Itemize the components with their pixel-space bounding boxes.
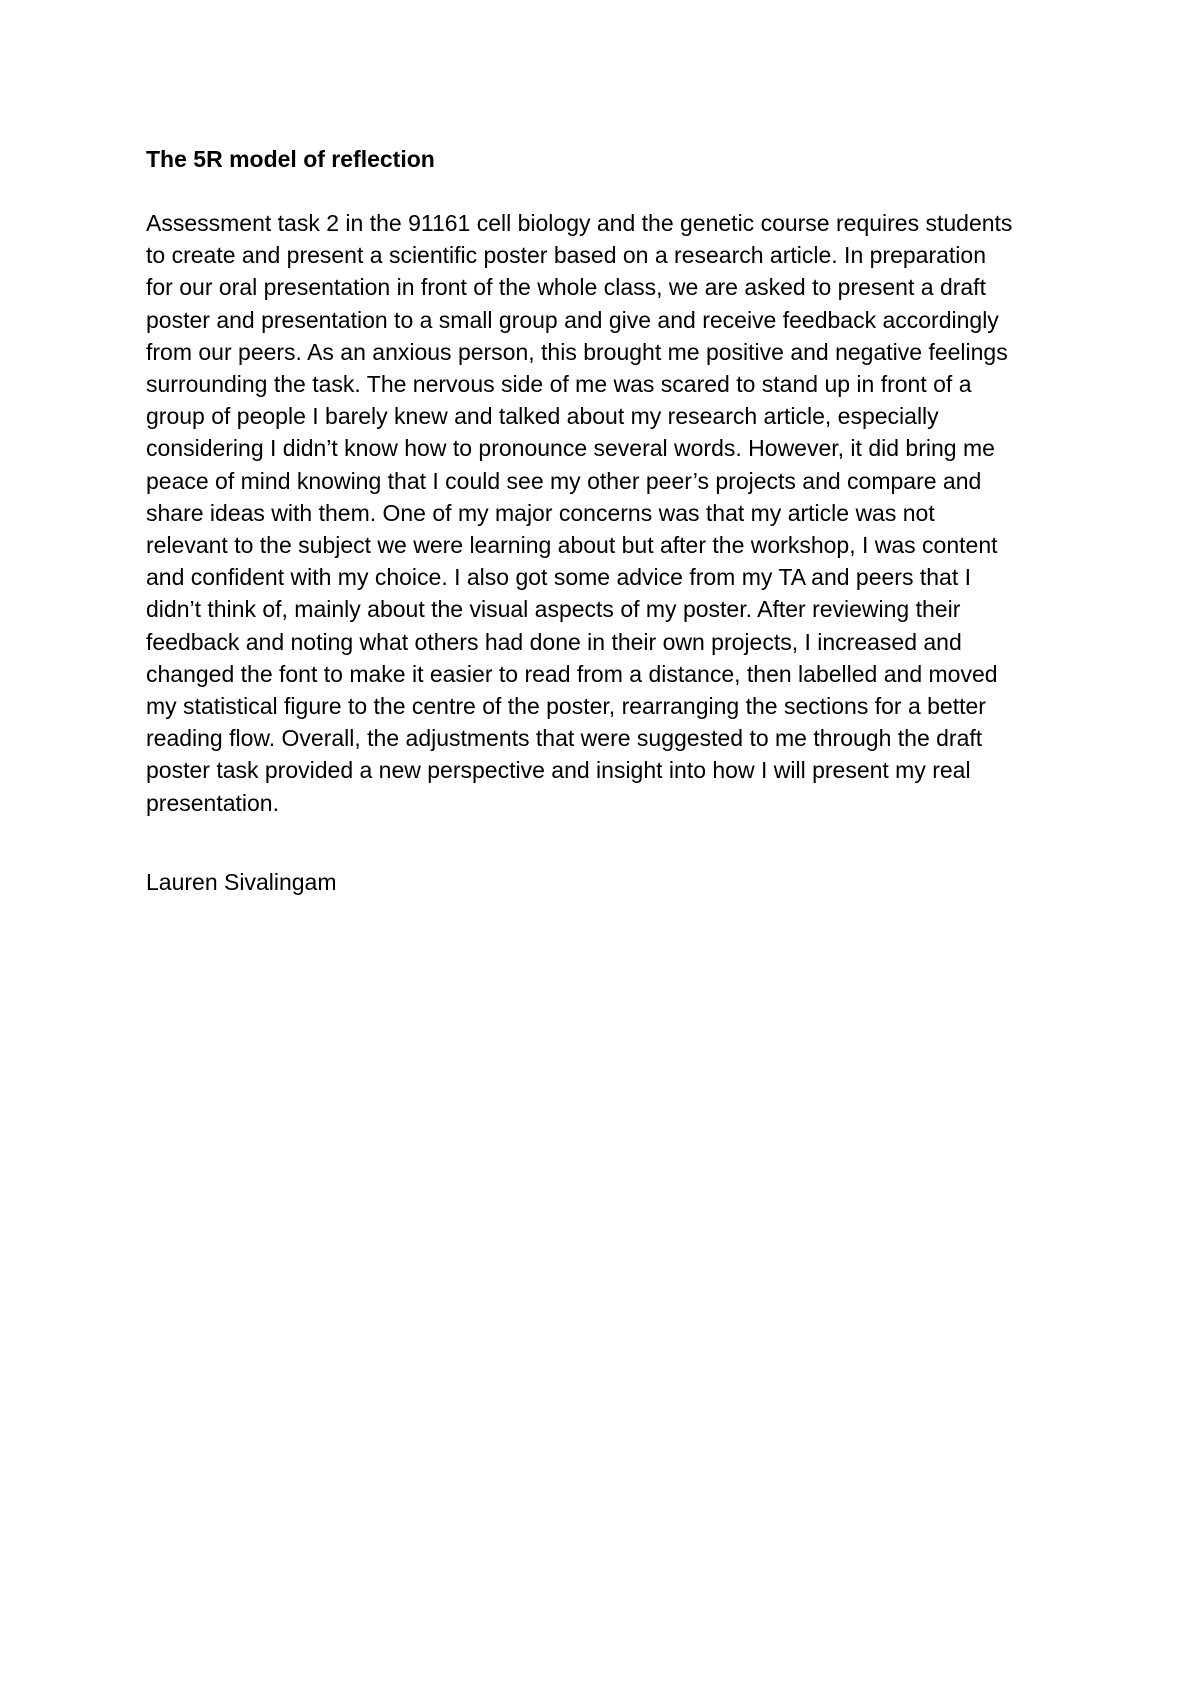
body-line: reading flow. Overall, the adjustments that were suggested to me through the draft (146, 725, 983, 752)
body-line: group of people I barely knew and talked about my research article, especially (146, 403, 939, 430)
body-line: relevant to the subject we were learning about but after the workshop, I was content (146, 532, 998, 559)
body-line: from our peers. As an anxious person, this brought me positive and negative feelings (146, 338, 1008, 365)
document-title: The 5R model of reflection (146, 146, 435, 172)
body-line: to create and present a scientific poster based on a research article. In preparation (146, 242, 986, 269)
body-line: presentation. (146, 789, 279, 816)
body-line: changed the font to make it easier to read from a distance, then labelled and moved (146, 660, 998, 687)
body-line: and confident with my choice. I also got some advice from my TA and peers that I (146, 564, 972, 591)
body-line: share ideas with them. One of my major concerns was that my article was not (146, 499, 935, 526)
body-line: feedback and noting what others had done in their own projects, I increased and (146, 628, 962, 655)
body-line: poster task provided a new perspective and insight into how I will present my real (146, 757, 971, 784)
body-line: surrounding the task. The nervous side of me was scared to stand up in front of a (146, 371, 972, 398)
author-signature: Lauren Sivalingam (146, 868, 337, 895)
document-body (146, 207, 1076, 819)
body-line: peace of mind knowing that I could see my other peer’s projects and compare and (146, 467, 982, 494)
body-line: my statistical figure to the centre of the poster, rearranging the sections for a better (146, 693, 986, 720)
body-line: considering I didn’t know how to pronounce several words. However, it did bring me (146, 435, 995, 462)
body-line: for our oral presentation in front of the whole class, we are asked to present a draft (146, 274, 986, 301)
body-line: Assessment task 2 in the 91161 cell biology and the genetic course requires students (146, 210, 1013, 236)
document-content (146, 143, 1076, 898)
body-line: didn’t think of, mainly about the visual aspects of my poster. After reviewing their (146, 596, 961, 623)
body-line: poster and presentation to a small group and give and receive feedback accordingly (146, 306, 999, 333)
